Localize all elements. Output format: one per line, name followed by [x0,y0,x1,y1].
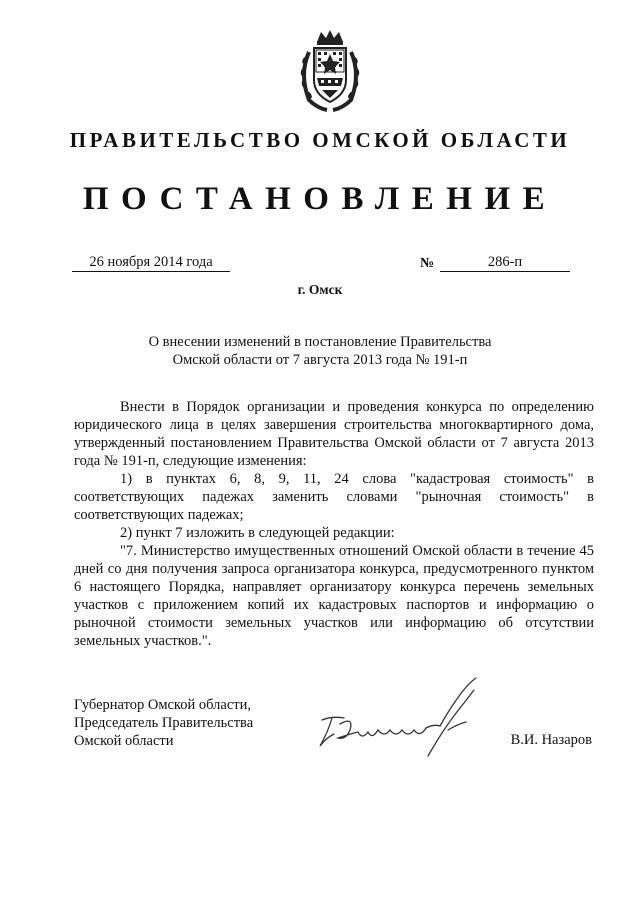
body-paragraph-2: 1) в пунктах 6, 8, 9, 11, 24 слова "кадастровая стоимость" в соответствующих падежах заменить словами "рыночная стоимость" в соответствующих падежах; [74,471,594,523]
body-paragraph-1: Внести в Порядок организации и проведения конкурса по определению юридического лица в целях завершения строительства многоквартирного дома, утвержденный постановлением Правительства Омской области от 7 августа 2013 года № 191-п, следующие изменения: [74,399,594,469]
body-paragraph-4: "7. Министерство имущественных отношений Омской области в течение 45 дней со дня получения запроса организатора конкурса, предусмотренного пунктом 6 настоящего Порядка, направляет организатору конкурса перечень земельных участков с приложением копий их кадастровых паспортов и информацию о рыночной стоимости земельных участков или информацию об отсутствии земельных участков.". [74,543,594,649]
document-type-title: ПОСТАНОВЛЕНИЕ [82,181,558,217]
position-line-3: Омской области [74,733,174,749]
subject-line-2: Омской области от 7 августа 2013 года № 191-п [172,352,468,368]
body-paragraph-3: 2) пункт 7 изложить в следующей редакции: [120,525,395,541]
government-title: ПРАВИТЕЛЬСТВО ОМСКОЙ ОБЛАСТИ [69,128,571,152]
subject-line-1: О внесении изменений в постановление Правительства [148,334,492,350]
omsk-coat-of-arms-icon [295,28,365,112]
signatory-position [74,696,253,750]
handwritten-signature-icon [310,668,500,768]
document-subject [0,333,640,369]
document-city: г. Омск [297,282,343,297]
position-line-1: Губернатор Омской области, [74,697,251,713]
document-body [74,398,594,650]
document-number: 286-п [440,254,570,272]
signatory-name: В.И. Назаров [510,732,592,748]
position-line-2: Председатель Правительства [74,715,254,731]
document-date: 26 ноября 2014 года [72,254,230,272]
number-label: № [420,256,435,271]
